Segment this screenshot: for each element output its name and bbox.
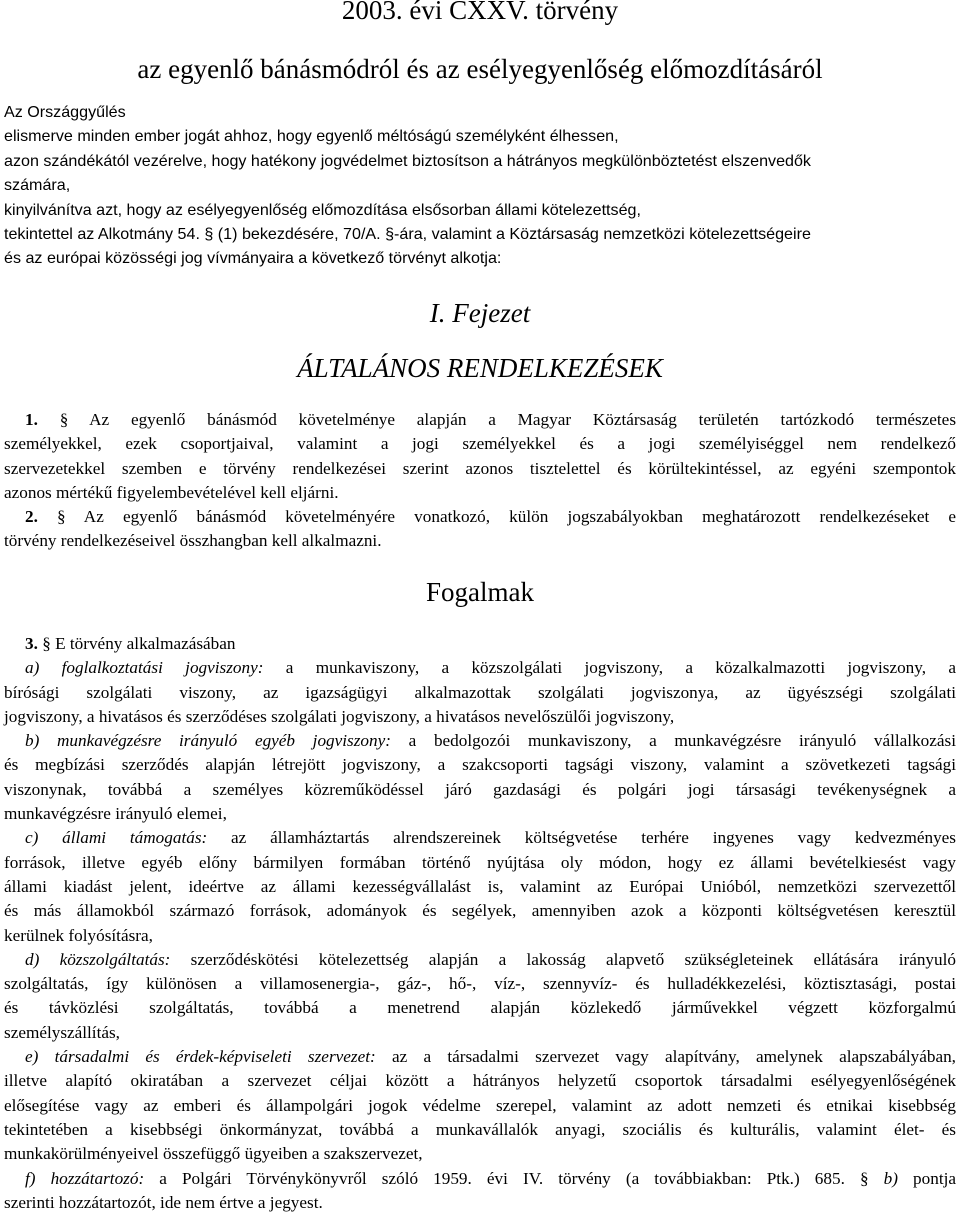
chapter-number: I. Fejezet (429, 298, 531, 328)
definition-line: szolgáltatás, így különösen a villamosenergia-, gáz-, hő-, víz-, szennyvíz- és hulladékkezelési, köztisztasági, postai (4, 974, 956, 994)
section-2 (4, 505, 956, 554)
definition-line: b) munkavégzésre irányuló egyéb jogviszony: a bedolgozói munkaviszony, a munkavégzésre irányuló vállalkozási (25, 731, 956, 751)
preamble-line: és az európai közösségi jog vívmányaira a következő törvényt alkotja: (4, 249, 502, 268)
preamble-line: elismerve minden ember jogát ahhoz, hogy egyenlő méltóságú személyként élhessen, (4, 127, 619, 146)
definition-line: és megbízási szerződés alapján létrejött jogviszony, a szakcsoporti tagsági viszony, valamint a szövetkezeti tagsági (4, 755, 956, 775)
definition-line: tekintetében a kisebbségi önkormányzat, továbbá a munkavállalók anyagi, szociális és kulturális, valamint élet- és (4, 1119, 956, 1139)
section-line: 3. § E törvény alkalmazásában (25, 634, 236, 653)
definition-line: munkakörülményeivel összefüggő ügyeiben a szakszervezet, (4, 1144, 423, 1164)
definition-term: f) hozzátartozó: (25, 1168, 145, 1188)
definition-term: e) társadalmi és érdek-képviseleti szervezet: (25, 1047, 376, 1067)
definition-term: a) foglalkoztatási jogviszony: (25, 658, 264, 678)
section-1 (4, 408, 956, 505)
section-number: 3. (25, 634, 38, 653)
definition-line: források, illetve egyéb előny bármilyen formában történő nyújtása oly módon, hogy ez állami bevételkiesést vagy (4, 852, 956, 872)
definition-line: jogviszony, a hivatásos és szerződéses szolgálati jogviszony, a hivatásos nevelőszülői jogviszony, (4, 706, 675, 726)
definition-line: e) társadalmi és érdek-képviseleti szervezet: az a társadalmi szervezet vagy alapítvány, amelynek alapszabályában, (25, 1047, 956, 1067)
definition-line: kerülnek folyósításra, (4, 925, 153, 945)
definitions-heading: Fogalmak (426, 577, 534, 607)
definition-line: c) állami támogatás: az államháztartás alrendszereinek költségvetése terhére ingyenes vagy kedvezményes (25, 828, 956, 848)
section-number: 1. (25, 410, 38, 429)
section-line: 2. § Az egyenlő bánásmód követelményére vonatkozó, külön jogszabályokban meghatározott rendelkezéseket e (25, 507, 956, 526)
definition-line: viszonynak, továbbá a személyes közreműködéssel járó gazdasági és polgári jogi társasági tevékenységnek a (4, 779, 956, 799)
preamble-line: Az Országgyűlés (4, 103, 126, 121)
preamble-line: tekintettel az Alkotmány 54. § (1) bekezdésére, 70/A. §-ára, valamint a Köztársaság nemzetközi kötelezettségeire (4, 225, 811, 244)
preamble-line: kinyilvánítva azt, hogy az esélyegyenlőség előmozdítása elsősorban állami kötelezettség, (4, 200, 641, 219)
section-line: törvény rendelkezéseivel összhangban kell alkalmazni. (4, 531, 382, 551)
definition-line: és távközlési szolgáltatás, továbbá a menetrend alapján közlekedő járművekkel végzett közforgalmú (4, 998, 956, 1018)
definition-term: b) munkavégzésre irányuló egyéb jogviszony: (25, 731, 391, 751)
section-line: azonos mértékű figyelembevételével kell eljárni. (4, 482, 339, 502)
definition-line: d) közszolgáltatás: szerződéskötési kötelezettség alapján a lakosság alapvető szükségleteinek ellátására irányuló (25, 949, 956, 969)
definition-line: elősegítése vagy az emberi és állampolgári jogok védelme szerepel, valamint az adott nemzeti és etnikai kisebbség (4, 1095, 956, 1115)
section-number: 2. (25, 507, 38, 526)
definition-line: bírósági szolgálati viszony, az igazságügyi alkalmazottak szolgálati jogviszonya, az ügyészségi szolgálati (4, 682, 956, 702)
definition-line: illetve alapító okiratában a szervezet céljai között a hátrányos helyzetű csoportok társadalmi esélyegyenlőségének (4, 1071, 956, 1091)
definition-term: c) állami támogatás: (25, 828, 208, 848)
chapter-title: ÁLTALÁNOS RENDELKEZÉSEK (297, 353, 663, 383)
section-3 (4, 632, 956, 1215)
preamble (4, 100, 958, 271)
definition-line: f) hozzátartozó: a Polgári Törvénykönyvről szóló 1959. évi IV. törvény (a továbbiakban: Ptk.) 685. § b) pontja (25, 1168, 957, 1188)
preamble-line: azon szándékától vezérelve, hogy hatékony jogvédelmet biztosítson a hátrányos megkülönböztetést elszenvedők (4, 151, 811, 170)
law-title: 2003. évi CXXV. törvény (341, 0, 619, 25)
definition-line: állami kiadást jelent, ideértve az állami kezességvállalást is, valamint az Európai Unióból, nemzetközi szervezettől (4, 876, 956, 896)
definition-line: szerinti hozzátartozót, ide nem értve a jegyest. (4, 1192, 323, 1212)
preamble-line: számára, (4, 176, 71, 195)
section-line: szervezetekkel szemben e törvény rendelkezései szerint azonos tisztelettel és körültekintéssel, az egyéni szempontok (4, 458, 956, 478)
definition-line: személyszállítás, (4, 1022, 120, 1042)
definition-line: a) foglalkoztatási jogviszony: a munkaviszony, a közszolgálati jogviszony, a közalkalmazotti jogviszony, a (25, 658, 956, 678)
section-line: 1. § Az egyenlő bánásmód követelménye alapján a Magyar Köztársaság területén tartózkodó természetes (25, 410, 957, 429)
section-line: személyekkel, ezek csoportjaival, valamint a jogi személyekkel és a jogi személyiséggel nem rendelkező (4, 434, 956, 454)
definition-term: d) közszolgáltatás: (25, 949, 171, 969)
definition-line: és más államokból származó források, adományok és segélyek, amennyiben azok a központi költségvetésen keresztül (4, 901, 956, 921)
law-subtitle: az egyenlő bánásmódról és az esélyegyenlőség előmozdításáról (137, 54, 823, 84)
definition-line: munkavégzésre irányuló elemei, (4, 804, 227, 824)
